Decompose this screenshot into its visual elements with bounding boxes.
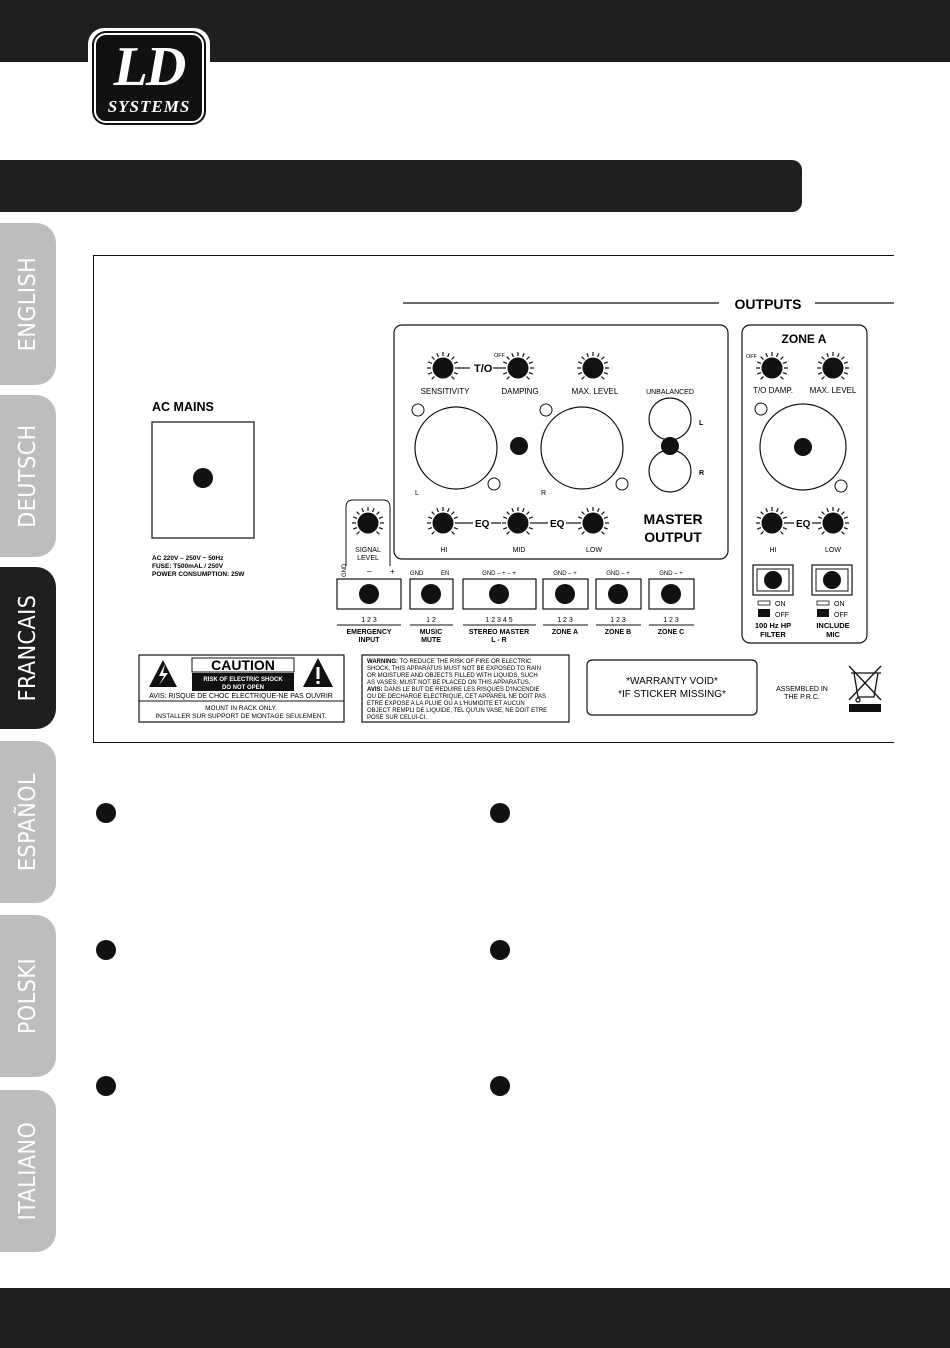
bottom-footer-bar	[0, 1288, 950, 1348]
zone-a-header: GND – +	[553, 571, 577, 577]
mic-on-label: ON	[834, 601, 845, 608]
zone-b-header: GND – +	[606, 571, 630, 577]
zone-a-label: ZONE A	[551, 629, 579, 636]
zone-to-damp-knob[interactable]	[756, 352, 788, 379]
callout-bullet	[96, 803, 116, 823]
signal-level-knob[interactable]	[352, 507, 384, 534]
tab-label: FRANCAIS	[15, 594, 41, 702]
tab-label: ITALIANO	[15, 1121, 41, 1221]
hi-label: HI	[440, 547, 448, 554]
speakon-r-label: R	[541, 490, 547, 497]
music-label-1: MUSIC	[419, 629, 443, 636]
zone-eq-low-knob[interactable]	[817, 507, 849, 534]
zone-a-title: ZONE A	[781, 332, 827, 346]
to-label: T/O	[474, 363, 493, 375]
callout-bullet	[490, 940, 510, 960]
warning-line-6: OU DE DECHARGE ELECTRIQUE, CET APPAREIL NE DOIT PAS	[367, 694, 547, 700]
speakon-l-label: L	[415, 490, 419, 497]
tab-english[interactable]	[0, 223, 56, 385]
rca-right[interactable]	[649, 450, 691, 492]
caution-avis: AVIS: RISQUE DE CHOC ELECTRIQUE-NE PAS OUVRIR	[149, 693, 333, 700]
callout-bullet	[490, 1076, 510, 1096]
assembled-line-1: ASSEMBLED IN	[776, 686, 828, 693]
mid-label: MID	[512, 547, 526, 554]
warranty-sticker	[587, 660, 757, 715]
assembled-line-2: THE P.R.C.	[784, 694, 820, 701]
tab-polski[interactable]	[0, 915, 56, 1077]
caution-line-2: DO NOT OPEN	[221, 685, 265, 691]
callout-bullet	[96, 1076, 116, 1096]
weee-bin-icon	[849, 666, 881, 702]
filter-label-1: 100 Hz HP	[754, 621, 792, 630]
damping-knob[interactable]	[502, 352, 534, 379]
music-label-2: MUTE	[421, 637, 441, 644]
tab-espanol[interactable]	[0, 741, 56, 903]
rca-r-label: R	[699, 470, 705, 477]
zone-c-label: ZONE C	[657, 629, 685, 636]
eq-label-2: EQ	[550, 519, 565, 530]
ac-spec-3: POWER CONSUMPTION: 25W	[152, 571, 245, 578]
stereo-label-1: STEREO MASTER	[468, 629, 530, 636]
zone-eq-hi-knob[interactable]	[756, 507, 788, 534]
eq-hi-knob[interactable]	[427, 507, 459, 534]
zone-c-header: GND – +	[659, 571, 683, 577]
master-title-2: OUTPUT	[644, 529, 702, 545]
eq-low-knob[interactable]	[577, 507, 609, 534]
zone-eq-label: EQ	[796, 519, 811, 530]
warning-line-8: OBJECT REMPLI DE LIQUIDE, TEL QU'UN VASE, NE DOIT ETRE	[367, 708, 548, 714]
stereo-header: GND – + – +	[482, 571, 516, 577]
tab-label: POLSKI	[15, 957, 41, 1035]
unbalanced-label: UNBALANCED	[646, 389, 694, 396]
emergency-plus: +	[390, 567, 395, 576]
ac-inlet-marker	[193, 468, 213, 488]
sensitivity-label: SENSITIVITY	[420, 387, 470, 396]
logo-ld-text: LD	[113, 36, 185, 98]
master-title-1: MASTER	[643, 511, 703, 527]
stereo-label-2: L - R	[491, 637, 507, 644]
ac-mains-title: AC MAINS	[152, 400, 214, 414]
zone-max-level-label: MAX. LEVEL	[809, 386, 857, 395]
warning-line-3: OR MOISTURE AND OBJECTS FILLED WITH LIQUIDS, SUCH	[367, 673, 538, 679]
tab-francais[interactable]	[0, 567, 56, 729]
off-label: OFF	[494, 353, 505, 359]
mount-line-1: MOUNT IN RACK ONLY.	[205, 705, 277, 712]
mic-label-1: INCLUDE	[816, 621, 850, 630]
zone-low-label: LOW	[825, 547, 841, 554]
logo-systems-text: SYSTEMS	[107, 97, 191, 116]
signal-label-2: LEVEL	[357, 555, 379, 562]
tab-italiano[interactable]	[0, 1090, 56, 1252]
rca-l-label: L	[699, 420, 704, 427]
emergency-minus: –	[367, 567, 372, 576]
tab-label: ENGLISH	[15, 256, 41, 352]
speakon-left[interactable]	[415, 407, 497, 489]
emergency-gnd: GND	[342, 563, 348, 577]
mount-line-2: INSTALLER SUR SUPPORT DE MONTAGE SEULEMENT.	[155, 713, 327, 720]
warning-line-4: AS VASES, MUST NOT BE PLACED ON THIS APPARATUS.	[367, 680, 531, 686]
damping-label: DAMPING	[501, 387, 539, 396]
outputs-title: OUTPUTS	[734, 296, 802, 312]
warranty-line-1: *WARRANTY VOID*	[626, 676, 718, 687]
ac-spec-2: FUSE: T500mAL / 250V	[152, 563, 224, 570]
tab-deutsch[interactable]	[0, 395, 56, 557]
master-marker	[510, 437, 528, 455]
max-level-label: MAX. LEVEL	[571, 387, 619, 396]
warning-line-9: POSE SUR CELUI-CI.	[367, 715, 428, 721]
zone-b-pins: 1 2 3	[610, 617, 626, 624]
ac-spec-1: AC 220V – 250V ~ 50Hz	[152, 555, 224, 562]
filter-label-2: FILTER	[760, 630, 786, 639]
caution-line-1: RISK OF ELECTRIC SHOCK	[203, 677, 283, 683]
mic-off-label: OFF	[834, 612, 848, 619]
caution-title: CAUTION	[211, 657, 275, 673]
warning-line-5: AVIS: DANS LE BUT DE REDUIRE LES RISQUES D'INCENDIE	[367, 687, 540, 693]
filter-on-label: ON	[775, 601, 786, 608]
music-en: EN	[441, 571, 450, 577]
emergency-label-2: INPUT	[358, 637, 380, 644]
stereo-pins: 1 2 3 4 5	[485, 617, 513, 624]
warranty-line-2: *IF STICKER MISSING*	[618, 689, 726, 700]
callout-bullet	[96, 940, 116, 960]
emergency-pins: 1 2 3	[361, 617, 377, 624]
zone-off-label: OFF	[746, 354, 757, 360]
mic-label-2: MIC	[826, 630, 840, 639]
max-level-knob[interactable]	[577, 352, 609, 379]
music-gnd: GND	[410, 571, 424, 577]
zone-hi-label: HI	[769, 547, 777, 554]
tab-label: DEUTSCH	[15, 424, 41, 528]
sensitivity-knob[interactable]	[427, 352, 459, 379]
tab-label: ESPAÑOL	[15, 772, 41, 872]
ld-systems-logo	[88, 28, 210, 128]
emergency-label-1: EMERGENCY	[346, 629, 392, 636]
zone-b-label: ZONE B	[604, 629, 632, 636]
warning-line-2: SHOCK, THIS APPARATUS MUST NOT BE EXPOSED TO RAIN	[367, 666, 541, 672]
signal-label-1: SIGNAL	[355, 547, 381, 554]
eq-label-1: EQ	[475, 519, 490, 530]
rca-left[interactable]	[649, 398, 691, 440]
music-pins: 1 2	[426, 617, 436, 624]
filter-off-label: OFF	[775, 612, 789, 619]
rear-panel-svg	[94, 256, 894, 742]
warning-line-1: WARNING: TO REDUCE THE RISK OF FIRE OR ELECTRIC	[367, 659, 532, 665]
low-label: LOW	[586, 547, 602, 554]
callout-bullet	[490, 803, 510, 823]
speakon-right[interactable]	[541, 407, 623, 489]
rear-panel-diagram	[93, 255, 894, 743]
zone-to-damp-label: T/O DAMP.	[753, 386, 793, 395]
zone-a-pins: 1 2 3	[557, 617, 573, 624]
section-title-bar	[0, 160, 802, 212]
zone-c-pins: 1 2 3	[663, 617, 679, 624]
warning-line-7: ETRE EXPOSE A LA PLUIE OU A L'HUMIDITE ET AUCUN	[367, 701, 525, 707]
zone-max-level-knob[interactable]	[817, 352, 849, 379]
eq-mid-knob[interactable]	[502, 507, 534, 534]
